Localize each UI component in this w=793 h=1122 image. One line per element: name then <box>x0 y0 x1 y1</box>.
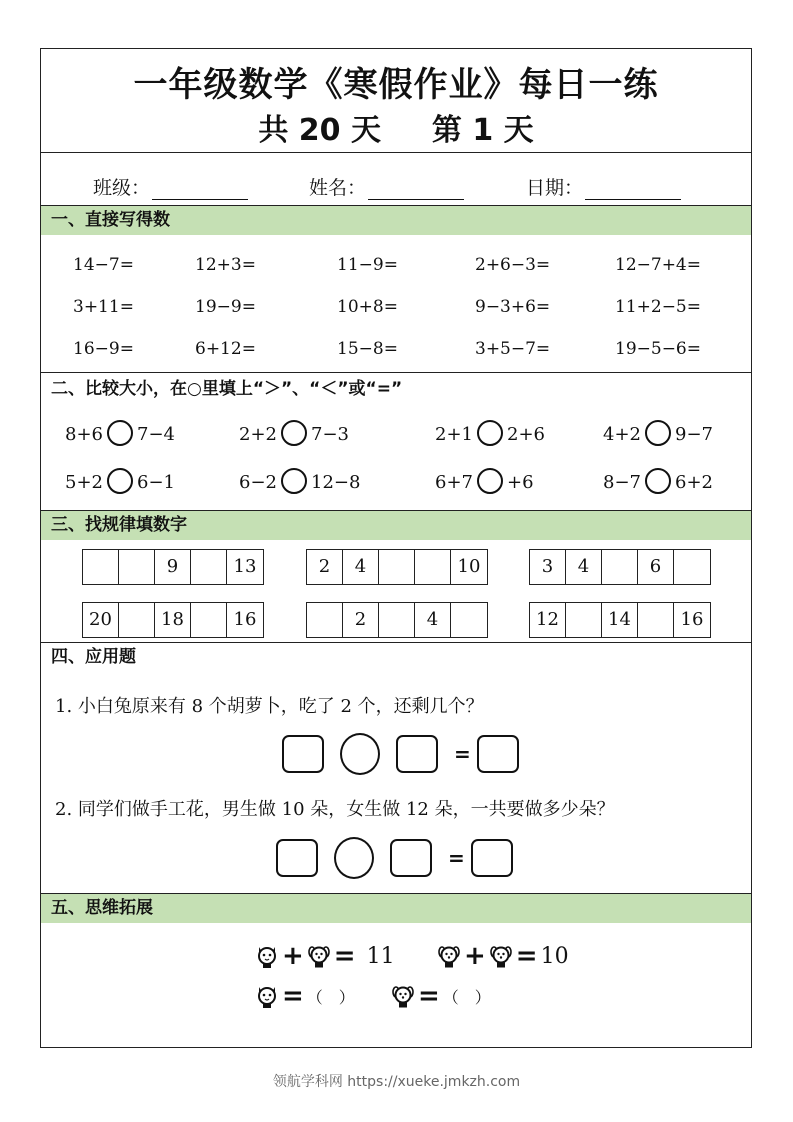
cat-icon <box>255 983 279 1009</box>
comparison-right: 7−4 <box>137 424 175 445</box>
sequence-cell: 4 <box>566 550 602 584</box>
comparison-left: 8−7 <box>603 472 641 493</box>
section-2-header: 二、比较大小，在○里填上“＞”、“＜”或“=” <box>41 372 751 406</box>
sequence-cell: 10 <box>457 556 481 577</box>
page-title: 一年级数学《寒假作业》每日一练 <box>133 65 659 105</box>
cat-icon <box>255 943 279 969</box>
number-sequence <box>529 602 711 638</box>
comparison-right: 6−1 <box>137 472 175 493</box>
answer-box[interactable] <box>396 735 438 773</box>
comparison-item <box>603 470 713 496</box>
arithmetic-problem: 6+12= <box>195 339 256 359</box>
comparison-item <box>603 422 713 448</box>
comparison-right: 12−8 <box>311 472 361 493</box>
arithmetic-problem: 11+2−5= <box>615 297 701 317</box>
sequence-blank-cell[interactable] <box>83 550 119 584</box>
comparison-left: 2+1 <box>435 424 473 445</box>
sequence-cell: 16 <box>680 609 704 630</box>
dog-icon <box>489 943 513 969</box>
sequence-blank-cell[interactable] <box>119 550 155 584</box>
day-subtitle <box>41 105 751 149</box>
number-sequence <box>529 549 711 585</box>
sequence-cell: 2 <box>343 603 379 637</box>
comparison-item <box>239 470 360 496</box>
arithmetic-problem: 10+8= <box>337 297 398 317</box>
arithmetic-problem: 14−7= <box>73 255 134 275</box>
operator-circle[interactable] <box>334 837 374 879</box>
comparison-left: 5+2 <box>65 472 103 493</box>
compare-circle[interactable] <box>107 468 133 494</box>
puzzle-2 <box>437 941 569 971</box>
equals-sign: = <box>515 941 538 971</box>
date-input[interactable] <box>585 181 681 200</box>
arithmetic-problem: 3+11= <box>73 297 134 317</box>
compare-circle[interactable] <box>477 420 503 446</box>
answer-blank[interactable]: （ ） <box>442 987 491 1007</box>
puzzle-3 <box>255 981 355 1011</box>
comparison-right: 9−7 <box>675 424 713 445</box>
equals-sign: = <box>418 981 440 1011</box>
comparison-left: 2+2 <box>239 424 277 445</box>
name-label: 姓名： <box>309 177 367 199</box>
number-sequence <box>82 602 264 638</box>
puzzle-4 <box>391 981 491 1011</box>
equals-sign: = <box>454 742 471 766</box>
date-field <box>526 173 681 200</box>
arithmetic-problem: 19−9= <box>195 297 256 317</box>
arithmetic-problem: 9−3+6= <box>475 297 551 317</box>
sequence-blank-cell[interactable] <box>191 550 227 584</box>
arithmetic-problem: 3+5−7= <box>475 339 551 359</box>
number-sequence <box>82 549 264 585</box>
number-sequence <box>306 602 488 638</box>
sequence-cell: 18 <box>155 603 191 637</box>
sequence-cell: 13 <box>233 556 257 577</box>
plus-sign: + <box>464 941 486 971</box>
sequence-cell: 6 <box>638 550 674 584</box>
comparison-item <box>435 470 534 496</box>
sequence-blank-cell[interactable] <box>638 603 674 637</box>
sequence-blank-cell[interactable] <box>307 603 343 637</box>
result-box[interactable] <box>471 839 513 877</box>
equals-sign: = <box>282 981 304 1011</box>
name-field <box>309 173 464 200</box>
sequence-blank-cell[interactable] <box>602 550 638 584</box>
sequence-cell: 14 <box>602 603 638 637</box>
sequence-blank-cell[interactable] <box>415 550 451 584</box>
class-input[interactable] <box>152 181 248 200</box>
comparison-left: 8+6 <box>65 424 103 445</box>
comparison-right: 2+6 <box>507 424 545 445</box>
compare-circle[interactable] <box>107 420 133 446</box>
sequence-cell: 12 <box>530 603 566 637</box>
sequence-cell: 20 <box>83 603 119 637</box>
sequence-cell: 16 <box>233 609 257 630</box>
comparison-item <box>65 470 175 496</box>
plus-sign: + <box>282 941 304 971</box>
compare-circle[interactable] <box>477 468 503 494</box>
question-2: 2. 同学们做手工花，男生做 10 朵，女生做 12 朵，一共要做多少朵？ <box>55 799 615 820</box>
compare-circle[interactable] <box>281 420 307 446</box>
compare-circle[interactable] <box>645 420 671 446</box>
arithmetic-problem: 15−8= <box>337 339 398 359</box>
compare-circle[interactable] <box>645 468 671 494</box>
arithmetic-problem: 16−9= <box>73 339 134 359</box>
date-label: 日期： <box>526 177 584 199</box>
class-label: 班级： <box>93 177 151 199</box>
section-1-header: 一、直接写得数 <box>41 205 751 235</box>
operator-circle[interactable] <box>340 733 380 775</box>
sum-value: 10 <box>540 943 569 969</box>
compare-circle[interactable] <box>281 468 307 494</box>
dog-icon <box>307 943 331 969</box>
total-days: 共 20 天 <box>258 113 381 148</box>
sequence-blank-cell[interactable] <box>379 603 415 637</box>
sequence-blank-cell[interactable] <box>119 603 155 637</box>
sequence-blank-cell[interactable] <box>451 603 487 637</box>
sequence-cell: 2 <box>307 550 343 584</box>
dog-icon <box>437 943 461 969</box>
sequence-blank-cell[interactable] <box>674 550 710 584</box>
section-3-header: 三、找规律填数字 <box>41 510 751 540</box>
comparison-item <box>239 422 349 448</box>
comparison-left: 4+2 <box>603 424 641 445</box>
comparison-right: +6 <box>507 472 534 493</box>
current-day: 第 1 天 <box>431 113 534 148</box>
section-5-header: 五、思维拓展 <box>41 893 751 923</box>
comparison-right: 6+2 <box>675 472 713 493</box>
equals-sign: = <box>333 941 356 971</box>
arithmetic-problem: 19−5−6= <box>615 339 701 359</box>
arithmetic-problem: 12+3= <box>195 255 256 275</box>
arithmetic-problem: 11−9= <box>337 255 398 275</box>
answer-row-2 <box>276 837 529 879</box>
comparison-right: 7−3 <box>311 424 349 445</box>
arithmetic-problem: 12−7+4= <box>615 255 701 275</box>
sequence-cell: 3 <box>530 550 566 584</box>
sum-value: 11 <box>366 943 395 969</box>
title-box <box>41 49 751 153</box>
result-box[interactable] <box>477 735 519 773</box>
sequence-blank-cell[interactable] <box>191 603 227 637</box>
sequence-blank-cell[interactable] <box>566 603 602 637</box>
section-4-header: 四、应用题 <box>41 642 751 674</box>
comparison-left: 6+7 <box>435 472 473 493</box>
sequence-blank-cell[interactable] <box>379 550 415 584</box>
equals-sign: = <box>448 846 465 870</box>
dog-icon <box>391 983 415 1009</box>
answer-row-1 <box>282 733 535 775</box>
sequence-cell: 4 <box>415 603 451 637</box>
class-field <box>93 173 248 200</box>
number-sequence <box>306 549 488 585</box>
answer-box[interactable] <box>276 839 318 877</box>
answer-box[interactable] <box>282 735 324 773</box>
name-input[interactable] <box>368 181 464 200</box>
sequence-cell: 4 <box>343 550 379 584</box>
student-info <box>41 153 751 205</box>
comparison-left: 6−2 <box>239 472 277 493</box>
comparison-item <box>65 422 175 448</box>
arithmetic-problem: 2+6−3= <box>475 255 551 275</box>
answer-box[interactable] <box>390 839 432 877</box>
comparison-item <box>435 422 545 448</box>
footer-watermark: 领航学科网 https://xueke.jmkzh.com <box>272 1074 521 1090</box>
sequence-cell: 9 <box>155 550 191 584</box>
answer-blank[interactable]: （ ） <box>306 987 355 1007</box>
puzzle-1 <box>255 941 395 971</box>
worksheet <box>40 48 752 1048</box>
question-1: 1. 小白兔原来有 8 个胡萝卜，吃了 2 个，还剩几个？ <box>55 696 484 717</box>
